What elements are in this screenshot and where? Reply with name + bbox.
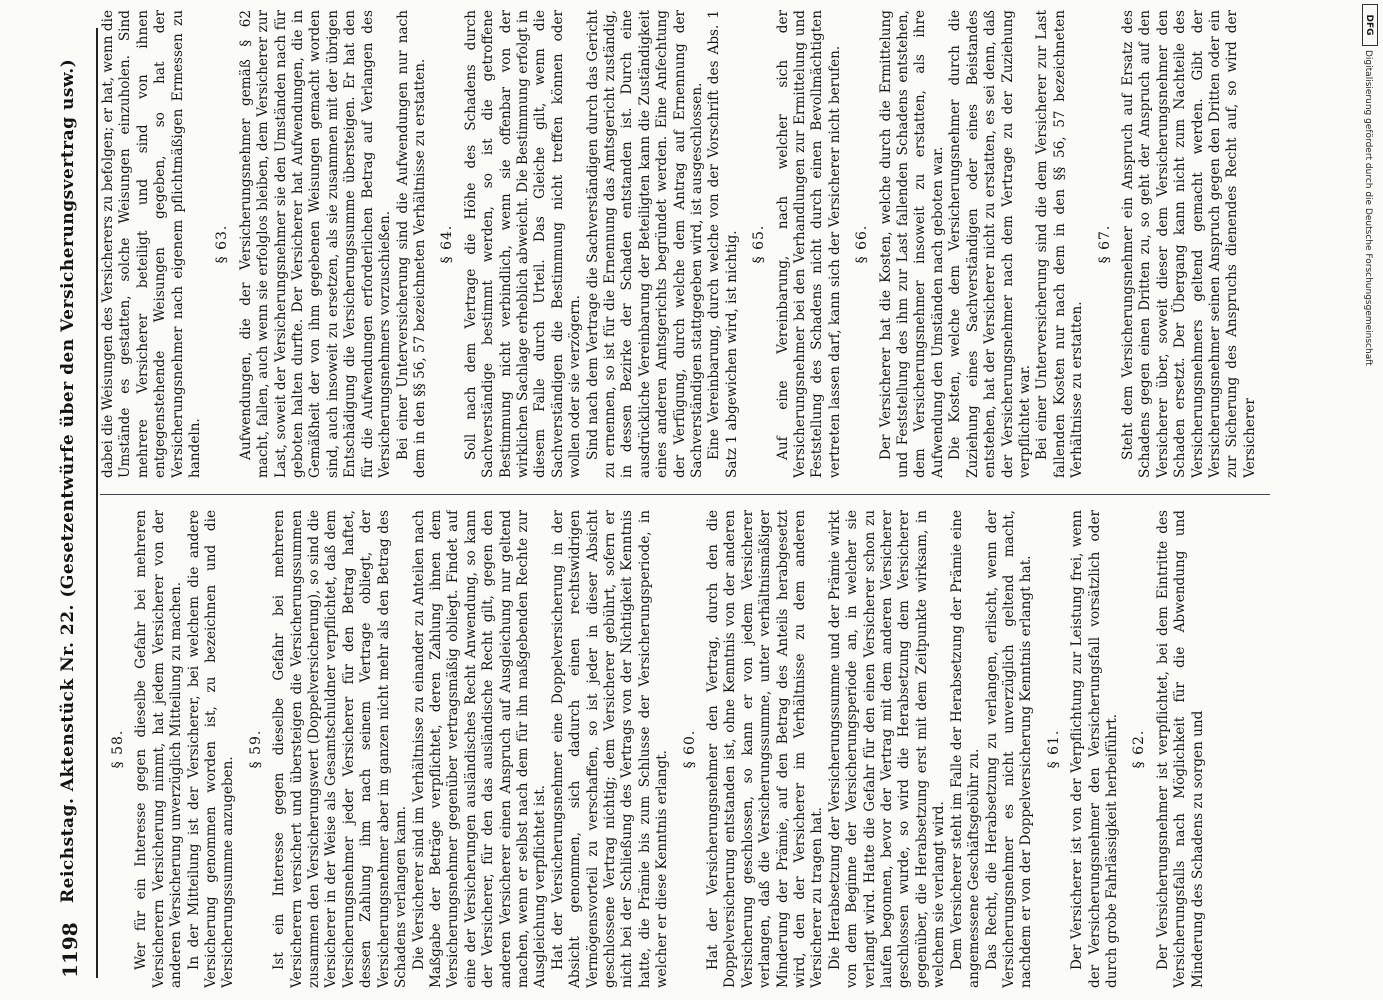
section-heading: § 60.	[681, 729, 698, 769]
paragraph: In der Mitteilung ist der Versicherer, bei welchem die andere Versicherung genommen worden ist, zu bezeichnen und die Versicherungssumme anzugeben.	[185, 510, 237, 988]
paragraph: Die Herabsetzung der Versicherungssumme und der Prämie wirkt von dem Beginne der Versicherungsperiode an, in welcher sie verlangt wird. Hatte die Gefahr für den einen Versicherer schon zu laufen begonnen, bevor der Vertrag mit dem anderen Versicherer geschlossen wurde, so wird die Herabsetzung dem Versicherer gegenüber, die Herabsetzung erst mit dem Zeitpunkte wirksam, in welchem sie verlangt wird.	[826, 510, 948, 988]
paragraph: Der Versicherer hat die Kosten, welche durch die Ermittelung und Feststellung des ihm zur Last fallenden Schadens entstehen, dem Versicherungsnehmer insoweit zu erstatten, als ihre Aufwendung den Umständen nach geboten war.	[877, 10, 946, 478]
section-heading: § 58.	[110, 729, 126, 769]
paragraph: Soll nach dem Vertrage die Höhe des Schadens durch Sachverständige bestimmt werden, so ist die getroffene Bestimmung nicht verbindlich, wenn sie offenbar von der wirklichen Sachlage erheblich abweicht. Die Bestimmung erfolgt in diesem Falle durch Urteil. Das Gleiche gilt, wenn die Sachverständigen die Bestimmung nicht treffen können oder wollen oder sie verzögern.	[462, 10, 584, 478]
left-text-column	[100, 510, 1270, 988]
section-heading: § 67.	[1096, 224, 1113, 264]
paragraph: dabei die Weisungen des Versicherers zu befolgen; er hat, wenn die Umstände es gestatten, solche Weisungen einzuholen. Sind mehrere Versicherer beteiligt und sind von ihnen entgegenstehende Weisungen gegeben, so hat der Versicherungsnehmer nach eigenem pflichtmäßigen Ermessen zu handeln.	[100, 10, 204, 478]
paragraph: Steht dem Versicherungsnehmer ein Anspruch auf Ersatz des Schadens gegen einen Dritten zu, so geht der Anspruch auf den Versicherer über, soweit dieser dem Versicherungsnehmer den Schaden ersetzt. Der Übergang kann nicht zum Nachteile des Versicherungsnehmers geltend gemacht werden. Gibt der Versicherungsnehmer seinen Anspruch gegen den Dritten oder ein zur Sicherung des Anspruchs dienendes Recht auf, so wird der Versicherer	[1119, 10, 1258, 478]
section-heading: § 64.	[439, 224, 456, 264]
paragraph: Der Versicherungsnehmer ist verpflichtet, bei dem Eintritte des Versicherungsfalls nach Möglichkeit für die Abwendung und Minderung des Schadens zu sorgen und	[1154, 510, 1206, 988]
paragraph: Sind nach dem Vertrage die Sachverständigen durch das Gericht zu ernennen, so ist für die Ernennung das Amtsgericht zuständig, in dessen Bezirke der Schaden entstanden ist. Durch eine ausdrückliche Vereinbarung der Beteiligten kann die Zuständigkeit eines anderen Amtsgerichts begründet werden. Eine Anfechtung der Verfügung, durch welche dem Antrag auf Ernennung der Sachverständigen stattgegeben wird, ist ausgeschlossen.	[584, 10, 705, 478]
section-heading: § 65.	[751, 224, 768, 264]
running-header	[40, 28, 90, 978]
header-title: Reichstag. Aktenstück Nr. 22. (Gesetzentwürfe über den Versicherungsvertrag usw.)	[58, 58, 78, 903]
paragraph: Die Kosten, welche dem Versicherungsnehmer durch die Zuziehung eines Sachverständigen oder eines Beistandes entstehen, hat der Versicherer nicht zu erstatten, es sei denn, daß der Versicherungsnehmer nach dem Vertrage zu der Zuziehung verpflichtet war.	[947, 10, 1033, 478]
section-heading: § 63.	[214, 224, 231, 264]
section-heading: § 62.	[1131, 729, 1148, 769]
paragraph: Wer für ein Interesse gegen dieselbe Gefahr bei mehreren Versicherern Versicherung nimmt, hat jedem Versicherer von der anderen Versicherung unverzüglich Mitteilung zu machen.	[133, 510, 185, 988]
paragraph: Bei einer Unterversicherung sind die Aufwendungen nur nach dem in den §§ 56, 57 bezeichneten Verhältnisse zu erstatten.	[394, 10, 428, 478]
paragraph: Hat der Versicherungsnehmer den Vertrag, durch den die Doppelversicherung entstanden ist, ohne Kenntnis von der anderen Versicherung geschlossen, so kann er von jedem Versicherer verlangen, daß die Versicherungssumme, unter verhältnismäßiger Minderung der Prämie, auf den Betrag des Anteils herabgesetzt wird, den der Versicherer im Verhältnisse zu dem anderen Versicherer zu tragen hat.	[705, 510, 826, 988]
section-heading: § 59.	[247, 729, 264, 769]
paragraph: Hat der Versicherungsnehmer eine Doppelversicherung in der Absicht genommen, sich dadurch einen rechtswidrigen Vermögensvorteil zu verschaffen, so ist jeder in dieser Absicht geschlossene Vertrag nichtig; dem Versicherer gebührt, sofern er nicht bei der Schließung des Vertrags von der Nichtigkeit Kenntnis hatte, die Prämie bis zum Schlusse der Versicherungsperiode, in welcher er diese Kenntnis erlangt.	[549, 510, 671, 988]
paragraph: Dem Versicherer steht im Falle der Herabsetzung der Prämie eine angemessene Geschäftsgebühr zu.	[948, 510, 983, 988]
section-heading: § 61.	[1045, 729, 1062, 769]
paragraph: Das Recht, die Herabsetzung zu verlangen, erlischt, wenn der Versicherungsnehmer es nicht unverzüglich geltend macht, nachdem er von der Doppelversicherung Kenntnis erlangt hat.	[983, 510, 1035, 988]
paragraph: Der Versicherer ist von der Verpflichtung zur Leistung frei, wenn der Versicherungsnehmer den Versicherungsfall vorsätzlich oder durch grobe Fahrlässigkeit herbeiführt.	[1069, 510, 1120, 988]
digitization-note: Digitalisierung gefördert durch die Deutsche Forschungsgemeinschaft	[1363, 50, 1373, 366]
dfg-logo: DFG	[1362, 4, 1378, 46]
paragraph: Bei einer Unterversicherung sind die dem Versicherer zur Last fallenden Kosten nur nach dem in den §§ 56, 57 bezeichneten Verhältnisse zu erstatten.	[1034, 10, 1086, 478]
section-heading: § 66.	[854, 224, 871, 264]
header-rule	[96, 28, 98, 978]
paragraph: Aufwendungen, die der Versicherungsnehmer gemäß § 62 macht, fallen, auch wenn sie erfolglos bleiben, dem Versicherer zur Last, soweit der Versicherungsnehmer sie den Umständen nach für geboten halten durfte. Der Versicherer hat Aufwendungen, die in Gemäßheit der von ihm gegebenen Weisungen gemacht worden sind, auch insoweit zu ersetzen, als sie zusammen mit der übrigen Entschädigung die Versicherungssumme übersteigen. Er hat den für die Aufwendungen erforderlichen Betrag auf Verlangen des Versicherungsnehmers vorzuschießen.	[237, 10, 394, 478]
column-divider	[100, 494, 1270, 495]
paragraph: Ist ein Interesse gegen dieselbe Gefahr bei mehreren Versicherern versichert und übersteigen die Versicherungssummen zusammen den Versicherungswert (Doppelversicherung), so sind die Versicherer in der Weise als Gesamtschuldner verpflichtet, daß dem Versicherungsnehmer jeder Versicherer für den Betrag haftet, dessen Zahlung ihm nach seinem Vertrage obliegt, der Versicherungsnehmer aber im ganzen nicht mehr als den Betrag des Schadens verlangen kann.	[271, 510, 410, 988]
right-text-column	[100, 10, 1270, 478]
paragraph: Eine Vereinbarung, durch welche von der Vorschrift des Abs. 1 Satz 1 abgewichen wird, ist nichtig.	[706, 10, 740, 478]
page-number: 1198	[58, 922, 82, 978]
paragraph: Auf eine Vereinbarung, nach welcher sich der Versicherungsnehmer bei den Verhandlungen zur Ermittelung und Feststellung des Schadens nicht durch einen Bevollmächtigten vertreten lassen darf, kann sich der Versicherer nicht berufen.	[774, 10, 843, 478]
paragraph: Die Versicherer sind im Verhältnisse zu einander zu Anteilen nach Maßgabe der Beträge verpflichtet, deren Zahlung ihnen dem Versicherungsnehmer gegenüber vertragsmäßig obliegt. Findet auf eine der Versicherungen ausländisches Recht Anwendung, so kann der Versicherer, für den das ausländische Recht gilt, gegen den anderen Versicherer einen Anspruch auf Ausgleichung nur geltend machen, wenn er selbst nach dem für ihn maßgebenden Rechte zur Ausgleichung verpflichtet ist.	[410, 510, 549, 988]
